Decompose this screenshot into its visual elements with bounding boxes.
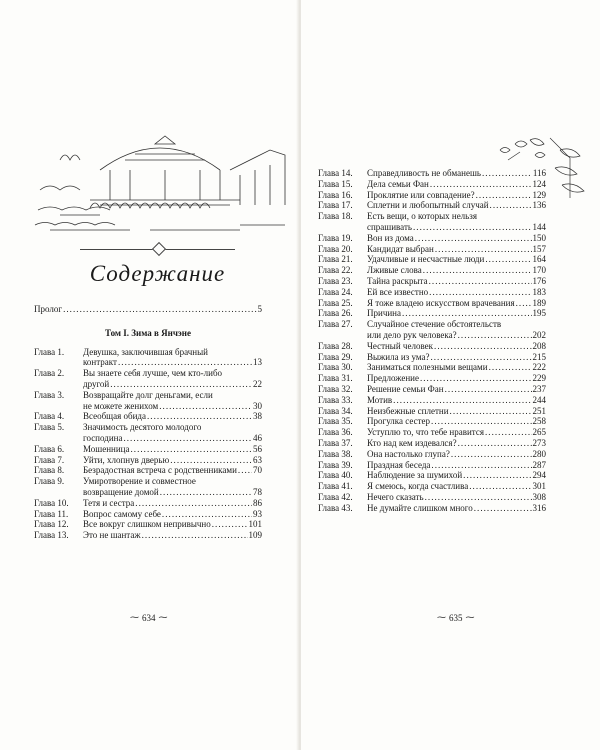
- toc-entry[interactable]: [318, 503, 546, 514]
- toc-entry[interactable]: [318, 179, 546, 190]
- chapter-page: 157: [532, 243, 546, 254]
- toc-entry[interactable]: [318, 341, 546, 352]
- dot-leader: [147, 411, 252, 422]
- chapter-page: 129: [532, 189, 546, 200]
- toc-heading: [30, 243, 285, 302]
- chapter-label: Глава 27.: [318, 319, 353, 330]
- dot-leader: [431, 416, 531, 427]
- chapter-label: Глава 34.: [318, 405, 353, 416]
- chapter-label: Глава 14.: [318, 168, 353, 178]
- dot-leader: [393, 395, 531, 406]
- chapter-page: 189: [532, 297, 546, 308]
- chapter-title: Проклятие или совпадение?: [367, 189, 475, 200]
- toc-entry[interactable]: [34, 455, 262, 466]
- chapter-title: Возвращайте долг деньгами, если: [83, 389, 213, 400]
- dot-leader: [430, 352, 531, 363]
- dot-leader: [463, 470, 531, 481]
- toc-entry[interactable]: [34, 368, 262, 390]
- chapter-label: Глава 23.: [318, 275, 353, 286]
- toc-entry[interactable]: [318, 200, 546, 211]
- dot-leader: [123, 433, 252, 444]
- chapter-page: 222: [532, 362, 546, 373]
- chapter-title: Нечего сказать: [367, 491, 424, 502]
- dot-leader: [118, 357, 252, 368]
- chapter-label: Глава 18.: [318, 211, 353, 222]
- toc-entry[interactable]: [34, 422, 262, 444]
- toc-entry[interactable]: [318, 298, 546, 309]
- chapter-label: Глава 21.: [318, 254, 353, 265]
- dot-leader: [110, 379, 252, 390]
- toc-entry[interactable]: [318, 395, 546, 406]
- chapter-title: Заниматься полезными вещами: [367, 362, 488, 373]
- dot-leader: [425, 492, 532, 503]
- chapter-label: Глава 24.: [318, 286, 353, 297]
- folio-right: [437, 612, 475, 623]
- chapter-page: 136: [532, 200, 546, 211]
- chapter-title: Выжила из ума?: [367, 351, 430, 362]
- chapter-page: 301: [532, 481, 546, 492]
- chapter-title: Предложение: [367, 373, 419, 384]
- page-title: Содержание: [89, 261, 226, 286]
- chapter-label: Глава 5.: [34, 422, 65, 433]
- chapter-page: 93: [253, 508, 262, 519]
- toc-entry[interactable]: [318, 265, 546, 276]
- chapter-title: Вопрос самому себе: [83, 508, 161, 519]
- chapter-page: 273: [532, 437, 546, 448]
- chapter-title: Решение семьи Фан: [367, 383, 444, 394]
- toc-entry[interactable]: [318, 244, 546, 255]
- chapter-title: Все вокруг слишком непривычно: [83, 519, 211, 530]
- toc-entry[interactable]: [318, 492, 546, 503]
- chapter-title: Случайное стечение обстоятельств: [367, 319, 502, 330]
- chapter-title: Неизбежные сплетни: [367, 405, 449, 416]
- chapter-page: 280: [532, 448, 546, 459]
- chapter-page: 124: [532, 178, 546, 189]
- chapter-label: Глава 36.: [318, 427, 353, 438]
- prolog-title: Пролог: [34, 304, 63, 314]
- chapter-label: Глава 39.: [318, 459, 353, 470]
- dot-leader: [159, 401, 252, 412]
- dot-leader: [469, 481, 531, 492]
- chapter-title: Причина: [367, 308, 401, 319]
- dot-leader: [458, 438, 532, 449]
- dot-leader: [516, 298, 532, 309]
- chapter-title: контракт: [83, 357, 117, 368]
- folio-ornament-left: ⁓: [130, 612, 139, 622]
- pavilion-illustration: [30, 130, 290, 242]
- chapter-label: Глава 9.: [34, 476, 65, 487]
- chapter-title: Сплетни и любопытный случай: [367, 200, 489, 211]
- chapter-page: 294: [532, 470, 546, 481]
- folio-left: [130, 612, 168, 623]
- chapter-title: Умиротворение и совместное: [83, 476, 196, 487]
- chapter-title: Она настолько глупа?: [367, 448, 450, 459]
- chapter-page: 287: [532, 459, 546, 470]
- page-number-right: 635: [449, 612, 463, 623]
- toc-entry[interactable]: [318, 362, 546, 373]
- chapter-label: Глава 43.: [318, 502, 353, 513]
- chapter-label: Глава 10.: [34, 497, 69, 508]
- dot-leader: [485, 254, 531, 265]
- chapter-title: Наблюдение за шумихой: [367, 470, 463, 481]
- chapter-page: 78: [253, 486, 262, 497]
- chapter-page: 208: [532, 340, 546, 351]
- dot-leader: [429, 276, 532, 287]
- chapter-label: Глава 7.: [34, 454, 65, 465]
- dot-leader: [160, 487, 252, 498]
- dot-leader: [429, 287, 531, 298]
- dot-leader: [485, 427, 532, 438]
- chapter-label: Глава 20.: [318, 243, 353, 254]
- dot-leader: [445, 384, 532, 395]
- page-number-left: 634: [142, 612, 156, 623]
- toc-entry[interactable]: [34, 476, 262, 498]
- chapter-title: Это не шантаж: [83, 530, 141, 541]
- chapter-label: Глава 26.: [318, 308, 353, 319]
- chapter-page: 101: [248, 519, 262, 530]
- chapter-title: другой: [83, 378, 110, 389]
- dot-leader: [482, 168, 532, 179]
- chapter-page: 308: [532, 491, 546, 502]
- toc-entry[interactable]: [34, 444, 262, 455]
- chapter-page: 244: [532, 394, 546, 405]
- chapter-title: Честный человек: [367, 340, 434, 351]
- dot-leader: [435, 244, 532, 255]
- chapter-page: 316: [532, 502, 546, 513]
- chapter-page: 164: [532, 254, 546, 265]
- toc-entry[interactable]: [318, 276, 546, 287]
- chapter-title: Кто над кем издевался?: [367, 437, 457, 448]
- toc-entry[interactable]: [318, 416, 546, 427]
- folio-ornament-left-end: ⁓: [158, 612, 168, 622]
- dot-leader: [489, 362, 532, 373]
- chapter-title: Мотив: [367, 394, 393, 405]
- toc-entry[interactable]: [318, 460, 546, 471]
- dot-leader: [423, 265, 532, 276]
- dot-leader: [162, 509, 252, 520]
- chapter-page: 229: [532, 373, 546, 384]
- chapter-label: Глава 6.: [34, 443, 65, 454]
- chapter-label: Глава 30.: [318, 362, 353, 373]
- chapter-page: 183: [532, 286, 546, 297]
- chapter-label: Глава 25.: [318, 297, 353, 308]
- dot-leader: [451, 449, 532, 460]
- chapter-page: 144: [532, 221, 546, 232]
- dot-leader: [434, 341, 531, 352]
- title-ornament: [30, 243, 285, 255]
- toc-entry[interactable]: [34, 390, 262, 412]
- toc-entry[interactable]: [34, 498, 262, 509]
- dot-leader: [458, 330, 532, 341]
- chapter-title: Тетя и сестра: [83, 497, 135, 508]
- prolog-page: 5: [257, 304, 262, 314]
- chapter-page: 265: [532, 427, 546, 438]
- chapter-page: 195: [532, 308, 546, 319]
- dot-leader: [238, 465, 252, 476]
- toc-entry[interactable]: [34, 347, 262, 369]
- chapter-label: Глава 11.: [34, 508, 69, 519]
- chapter-title: спрашивать: [367, 221, 412, 232]
- chapter-title: Тайна раскрыта: [367, 275, 428, 286]
- folio-ornament-right-start: ⁓: [437, 612, 446, 622]
- chapter-title: Безрадостная встреча с родственниками: [83, 465, 237, 476]
- chapter-label: Глава 42.: [318, 491, 353, 502]
- chapter-title: Всеобщая обида: [83, 411, 146, 422]
- toc-entry[interactable]: [318, 438, 546, 449]
- dot-leader: [413, 222, 532, 233]
- chapter-label: Глава 2.: [34, 368, 65, 379]
- chapter-title: Есть вещи, о которых нельзя: [367, 211, 477, 222]
- toc-entry[interactable]: [318, 406, 546, 417]
- toc-prolog[interactable]: [34, 304, 262, 315]
- chapter-page: 22: [253, 378, 262, 389]
- chapter-label: Глава 13.: [34, 530, 69, 541]
- chapter-title: Уступлю то, что тебе нравится: [367, 427, 484, 438]
- toc-entry[interactable]: [318, 233, 546, 244]
- chapter-page: 38: [253, 411, 262, 422]
- toc-entry[interactable]: [34, 465, 262, 476]
- chapter-page: 86: [253, 497, 262, 508]
- toc-entry[interactable]: [34, 411, 262, 422]
- chapter-page: 150: [532, 232, 546, 243]
- toc-entry[interactable]: [318, 319, 546, 341]
- chapter-label: Глава 16.: [318, 189, 353, 200]
- chapter-page: 63: [253, 454, 262, 465]
- chapter-title: Девушка, заключившая брачный: [83, 346, 208, 357]
- chapter-title: Ей все известно: [367, 286, 429, 297]
- dot-leader: [415, 233, 532, 244]
- chapter-label: Глава 33.: [318, 394, 353, 405]
- dot-leader: [431, 460, 531, 471]
- chapter-page: 70: [253, 465, 262, 476]
- dot-leader: [130, 444, 252, 455]
- chapter-page: 215: [532, 351, 546, 362]
- chapter-label: Глава 4.: [34, 411, 65, 422]
- chapter-label: Глава 3.: [34, 389, 65, 400]
- chapter-label: Глава 38.: [318, 448, 353, 459]
- chapter-title: Вы знаете себя лучше, чем кто-либо: [83, 368, 223, 379]
- folio-ornament-right: ⁓: [465, 612, 475, 622]
- chapter-page: 116: [532, 168, 546, 178]
- chapter-title: Прогулка сестер: [367, 416, 431, 427]
- toc-entry[interactable]: [318, 373, 546, 384]
- chapter-page: 13: [253, 357, 262, 368]
- chapter-page: 176: [532, 275, 546, 286]
- right-page: [301, 0, 600, 750]
- part-title: Том I. Зима в Янчэне: [104, 327, 191, 338]
- chapter-title: Уйти, хлопнув дверью: [83, 454, 170, 465]
- chapter-title: не можете женихом: [83, 400, 159, 411]
- chapter-title: или дело рук человека?: [367, 329, 457, 340]
- dot-leader: [135, 498, 252, 509]
- chapter-page: 258: [532, 416, 546, 427]
- chapter-title: Значимость десятого молодого: [83, 422, 202, 433]
- chapter-label: Глава 32.: [318, 383, 353, 394]
- toc-right: [318, 168, 546, 514]
- chapter-label: Глава 31.: [318, 373, 353, 384]
- chapter-title: Я тоже владею искусством врачевания: [367, 297, 515, 308]
- dot-leader: [420, 373, 532, 384]
- toc-entry[interactable]: [318, 190, 546, 201]
- dot-leader: [402, 308, 532, 319]
- chapter-label: Глава 17.: [318, 200, 353, 211]
- toc-entry[interactable]: [318, 211, 546, 233]
- toc-entry[interactable]: [318, 449, 546, 460]
- chapter-title: Я смеюсь, когда счастлива: [367, 481, 469, 492]
- chapter-title: Дела семьи Фан: [367, 178, 429, 189]
- chapter-page: 109: [248, 530, 262, 541]
- toc-entry[interactable]: [318, 427, 546, 438]
- chapter-title: Не думайте слишком много: [367, 502, 473, 513]
- chapter-page: 56: [253, 443, 262, 454]
- toc-entry[interactable]: [318, 384, 546, 395]
- dot-leader: [476, 190, 532, 201]
- dot-leader: [170, 455, 252, 466]
- chapter-label: Глава 37.: [318, 437, 353, 448]
- chapter-title: Мошенница: [83, 443, 130, 454]
- chapter-page: 30: [253, 400, 262, 411]
- chapter-label: Глава 19.: [318, 232, 353, 243]
- chapter-page: 237: [532, 383, 546, 394]
- toc-left: [34, 304, 262, 541]
- dot-leader: [450, 406, 532, 417]
- chapter-label: Глава 28.: [318, 340, 353, 351]
- dot-leader: [212, 519, 248, 530]
- toc-entry[interactable]: [318, 481, 546, 492]
- chapter-page: 202: [532, 329, 546, 340]
- chapter-label: Глава 35.: [318, 416, 353, 427]
- chapter-page: 46: [253, 432, 262, 443]
- chapter-label: Глава 41.: [318, 481, 353, 492]
- chapter-label: Глава 12.: [34, 519, 69, 530]
- chapter-title: Справедливость не обманешь: [367, 168, 481, 178]
- chapter-page: 170: [532, 265, 546, 276]
- toc-entry[interactable]: [318, 168, 546, 179]
- toc-entry[interactable]: [318, 287, 546, 298]
- toc-entry[interactable]: [34, 519, 262, 530]
- left-page: [0, 0, 299, 750]
- toc-entry[interactable]: [318, 254, 546, 265]
- chapter-title: Кандидат выбран: [367, 243, 434, 254]
- chapter-title: Лживые слова: [367, 265, 422, 276]
- toc-entry[interactable]: [318, 308, 546, 319]
- chapter-label: Глава 8.: [34, 465, 65, 476]
- chapter-title: возвращение домой: [83, 486, 159, 497]
- chapter-title: Удачливые и несчастные люди: [367, 254, 485, 265]
- chapter-page: 251: [532, 405, 546, 416]
- dot-leader: [474, 503, 532, 514]
- dot-leader: [430, 179, 532, 190]
- chapter-label: Глава 22.: [318, 265, 353, 276]
- chapter-title: господина: [83, 432, 123, 443]
- chapter-label: Глава 29.: [318, 351, 353, 362]
- toc-entry[interactable]: [318, 352, 546, 363]
- chapter-label: Глава 15.: [318, 178, 353, 189]
- chapter-label: Глава 40.: [318, 470, 353, 481]
- toc-entry[interactable]: [34, 509, 262, 520]
- chapter-label: Глава 1.: [34, 346, 65, 357]
- chapter-title: Вон из дома: [367, 232, 414, 243]
- chapter-title: Праздная беседа: [367, 459, 431, 470]
- toc-entry[interactable]: [318, 470, 546, 481]
- toc-entry[interactable]: [34, 530, 262, 541]
- dot-leader: [142, 530, 248, 541]
- dot-leader: [490, 200, 532, 211]
